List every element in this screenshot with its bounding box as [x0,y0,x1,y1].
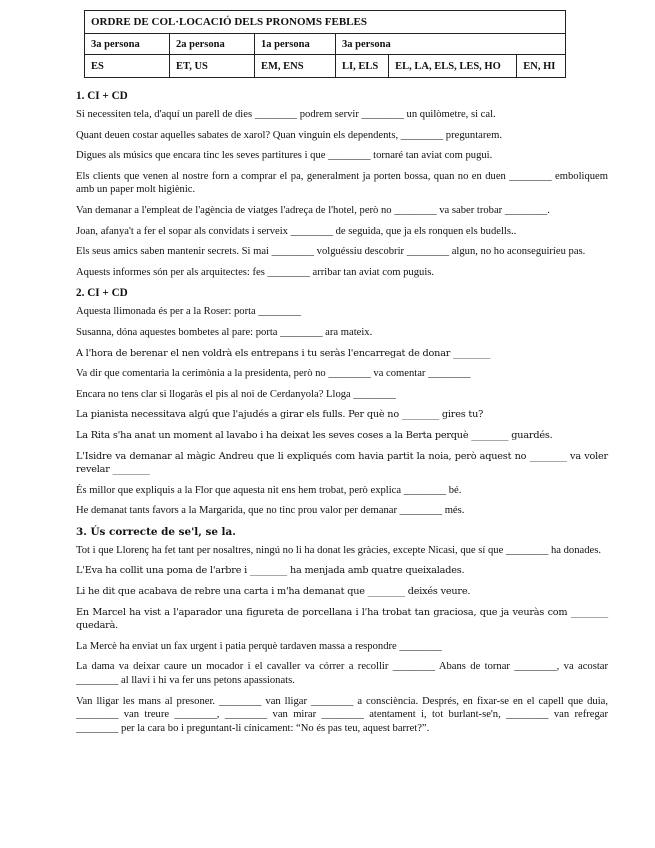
worksheet [76,10,608,742]
exercise-item: En Marcel ha vist a l'aparador una figureta de porcellana i l'ha trobat tan graciosa, que ja veuràs com ________ quedarà. [76,606,608,632]
table-cell: ES [85,55,170,78]
table-title: ORDRE DE COL·LOCACIÓ DELS PRONOMS FEBLES [85,11,566,34]
section-title: 2. CI + CD [76,287,128,300]
section-title: 1. CI + CD [76,90,128,102]
exercise-item: He demanat tants favors a la Margarida, que no tinc prou valor per demanar ________ més. [76,505,465,517]
table-header: 3a persona [85,34,170,55]
exercise-item: La Rita s'ha anat un moment al lavabo i ha deixat les seves coses a la Berta perquè ________ guardés. [76,429,553,441]
exercise-item: Els clients que venen al nostre forn a comprar el pa, generalment ja porten bossa, quan no en duen ________ emboliquem amb un paper molt higiènic. [76,170,608,196]
exercise-item: Tot i que Llorenç ha fet tant per nosaltres, ningú no li ha donat les gràcies, excepte Nicasi, que sí que ________ ha donades. [76,544,601,556]
exercise-item: La pianista necessitava algú que l'ajudés a girar els fulls. Per què no ________ gires tu? [76,409,484,421]
pronoun-order-table [84,10,566,78]
exercise-item: Digues als músics que encara tinc les seves partitures i que ________ tornaré tan aviat com pugui. [76,150,493,162]
section-title: 3. Ús correcte de se'l, se la. [76,525,236,538]
exercise-item: Encara no tens clar si llogaràs el pis al noi de Cerdanyola? Lloga ________ [76,388,396,400]
exercise-item: Joan, afanya't a fer el sopar als convidats i serveix ________ de seguida, que ja els ronquen els budells.. [76,225,517,237]
exercise-item: Van lligar les mans al presoner. ________ van lligar ________ a consciència. Després, en fixar-se en el capell que duia, ________ van treure ________, ________ van mirar ________ atentament i, tot burlant-se'n, ________ van refregar ________ per la cara bo i preguntant-li cínicament: “No és pas teu, aquest barret?”. [76,695,608,734]
exercise-item: L'Eva ha collit una poma de l'arbre i ________ ha menjada amb quatre queixalades. [76,565,465,577]
table-cell: EM, ENS [255,55,336,78]
table-cell: EN, HI [517,55,566,78]
exercise-item: Van demanar a l'empleat de l'agència de viatges l'adreça de l'hotel, però no ________ va saber trobar ________. [76,204,550,216]
table-cell: EL, LA, ELS, LES, HO [389,55,517,78]
exercise-item: A l'hora de berenar el nen voldrà els entrepans i tu seràs l'encarregat de donar ________ [76,347,491,359]
exercise-item: Li he dit que acabava de rebre una carta i m'ha demanat que ________ deixés veure. [76,586,471,598]
section-3 [76,526,608,736]
table-cell: ET, US [170,55,255,78]
exercise-item: Aquests informes són per als arquitectes: fes ________ arribar tan aviat com puguis. [76,266,435,278]
table-cell: LI, ELS [336,55,389,78]
table-header: 3a persona [336,34,566,55]
table-header: 1a persona [255,34,336,55]
table-header: 2a persona [170,34,255,55]
exercise-item: L'Isidre va demanar al màgic Andreu que li expliqués com havia partit la noia, però aquest no ________ va voler revelar ________ [76,450,608,476]
exercise-item: Susanna, dóna aquestes bombetes al pare: porta ________ ara mateix. [76,326,373,338]
exercise-item: Va dir que comentaria la cerimònia a la presidenta, però no ________ va comentar ________ [76,368,471,380]
section-1 [76,90,608,279]
section-2 [76,287,608,518]
exercise-item: Aquesta llimonada és per a la Roser: porta ________ [76,306,301,318]
exercise-item: Si necessiten tela, d'aquí un parell de dies ________ podrem servir ________ un quilòmetre, si cal. [76,109,496,120]
exercise-item: Els seus amics saben mantenir secrets. Si mai ________ volguéssiu descobrir ________ algun, no ho aconseguiríeu pas. [76,246,586,258]
exercise-item: La dama va deixar caure un mocador i el cavaller va córrer a recollir ________ Abans de tornar ________, va acostar ________ al llavi i hi va fer uns petons apassionats. [76,661,608,687]
exercise-item: La Mercè ha enviat un fax urgent i patia perquè tardaven massa a respondre ________ [76,640,442,652]
exercise-item: Quant deuen costar aquelles sabates de xarol? Quan vinguin els dependents, ________ preguntarem. [76,129,502,141]
exercise-item: És millor que expliquis a la Flor que aquesta nit ens hem trobat, però explica ________ bé. [76,484,462,496]
